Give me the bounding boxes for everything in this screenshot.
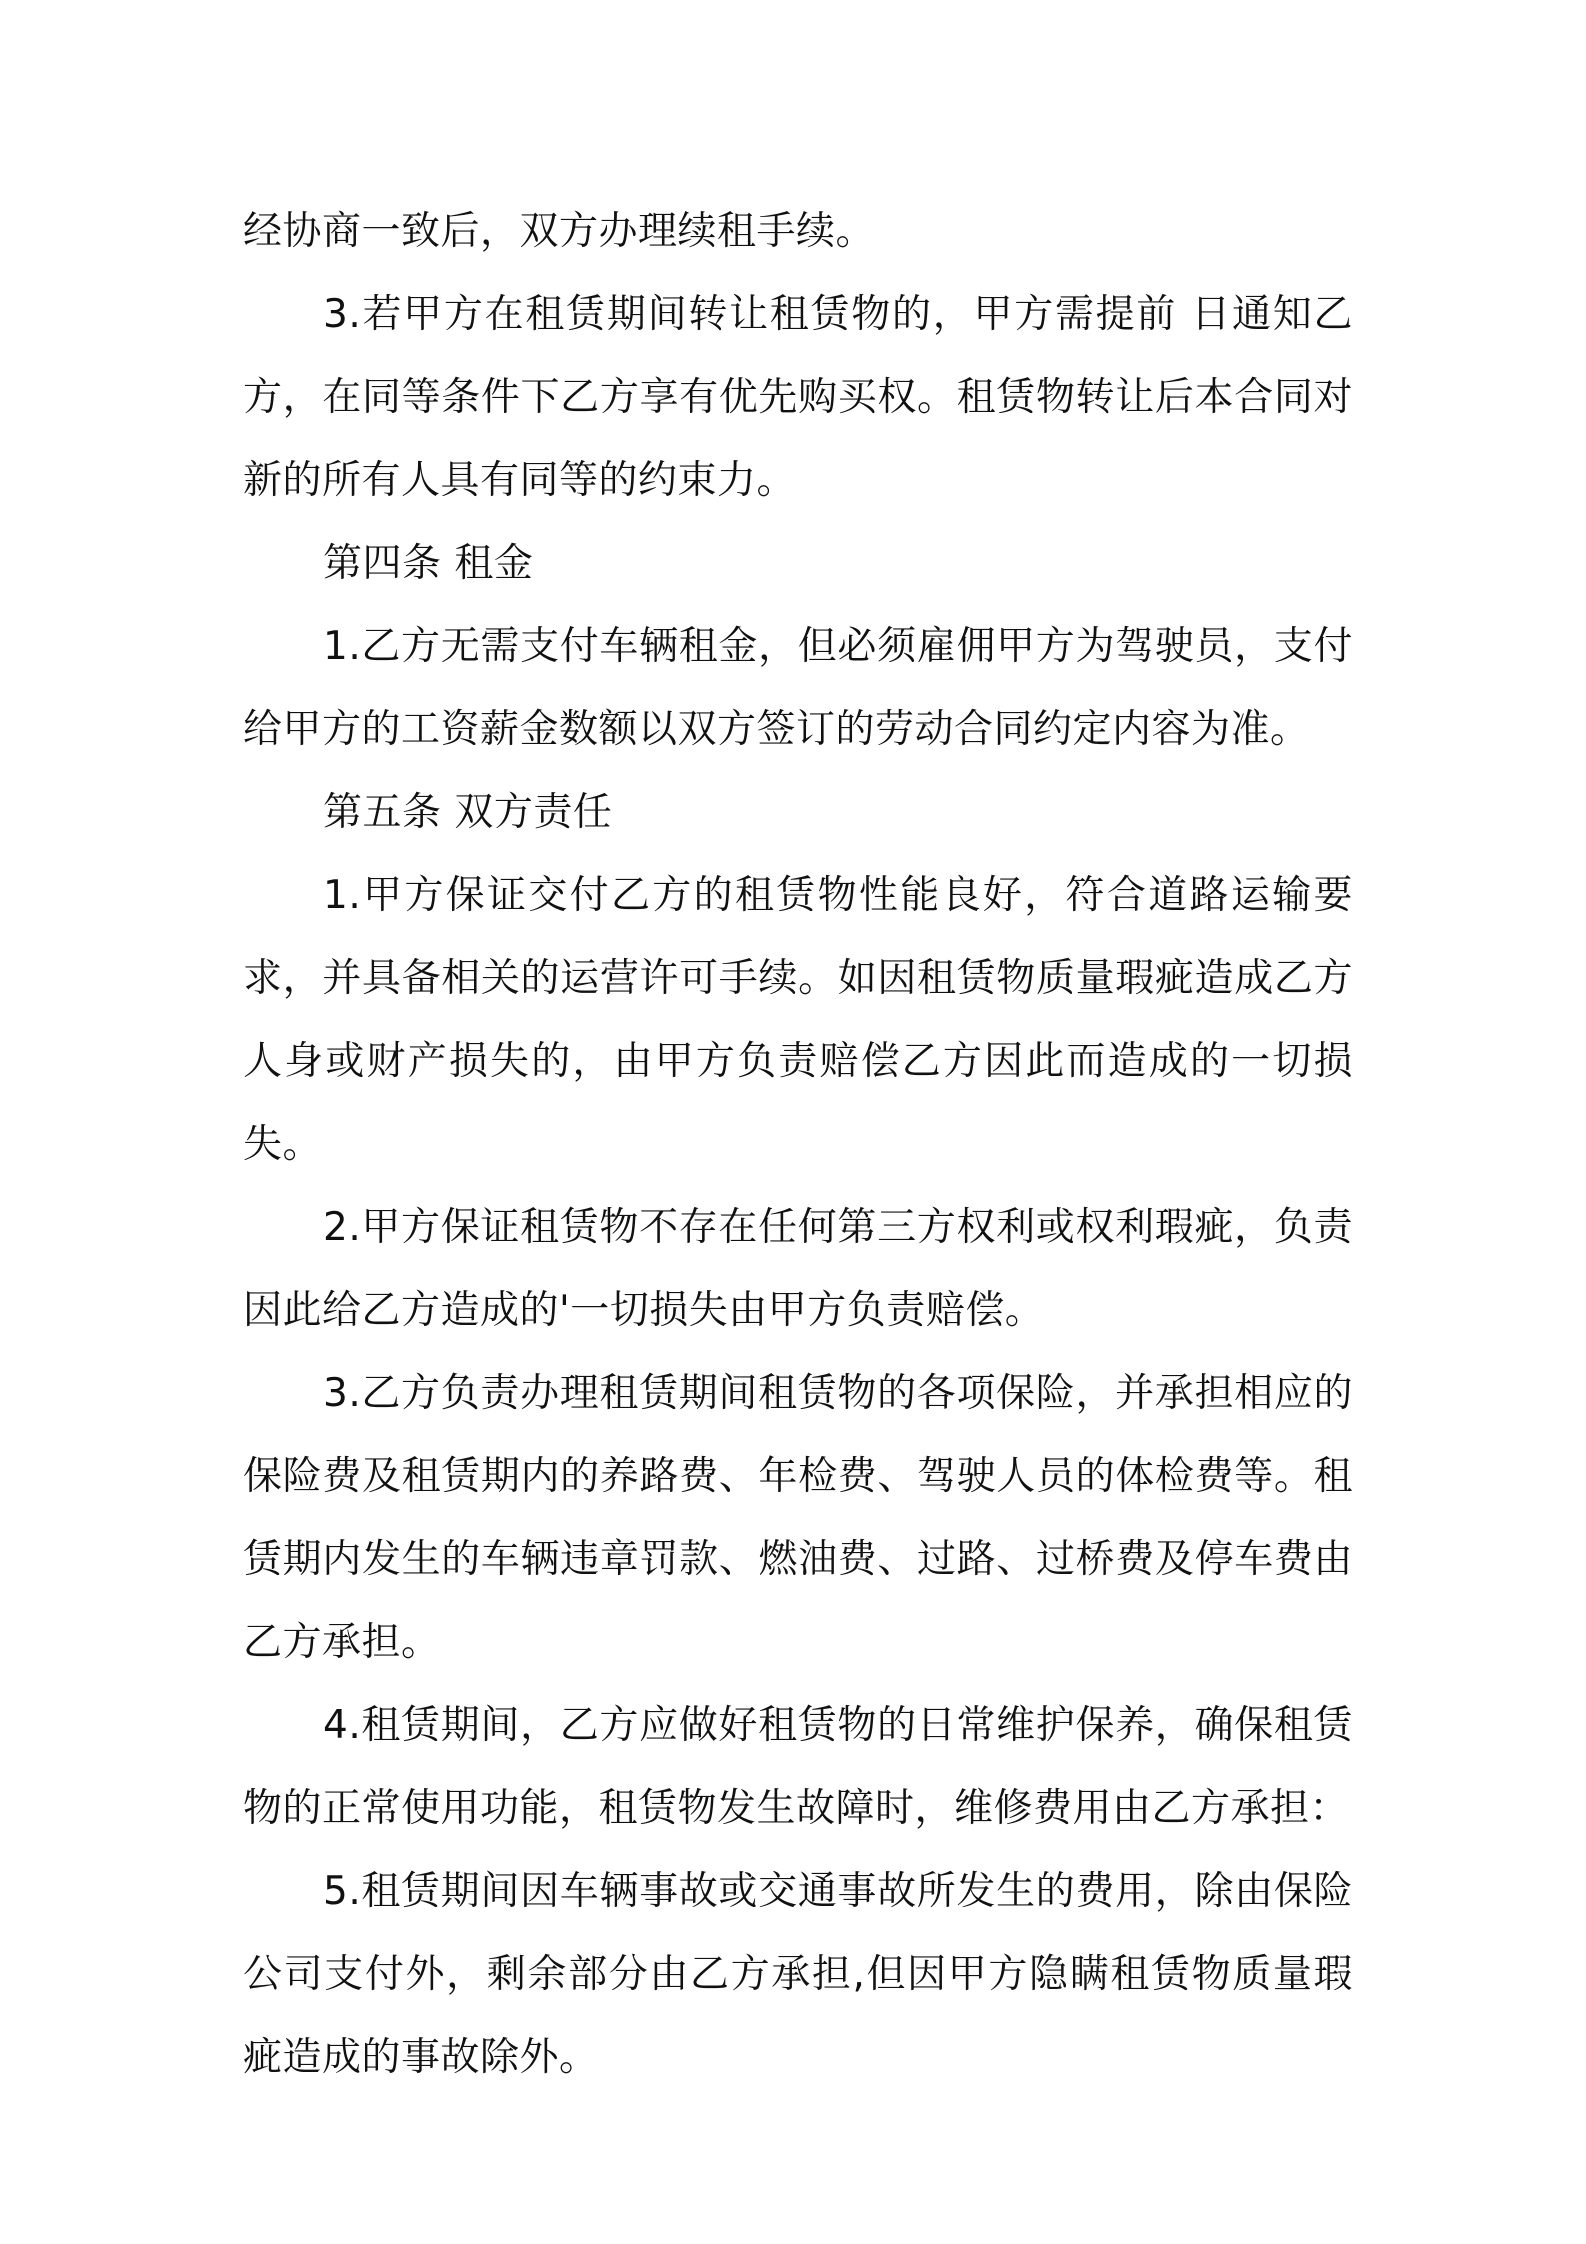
paragraph-responsibility-1: 1.甲方保证交付乙方的租赁物性能良好，符合道路运输要求，并具备相关的运营许可手续。如因租赁物质量瑕疵造成乙方人身或财产损失的，由甲方负责赔偿乙方因此而造成的一切损失。 [243, 873, 1353, 1167]
paragraph-responsibility-2: 2.甲方保证租赁物不存在任何第三方权利或权利瑕疵，负责因此给乙方造成的'一切损失由甲方负责赔偿。 [243, 1205, 1353, 1333]
paragraph-responsibility-4: 4.租赁期间，乙方应做好租赁物的日常维护保养，确保租赁物的正常使用功能，租赁物发生故障时，维修费用由乙方承担： [243, 1703, 1353, 1831]
section-heading-responsibilities: 第五条 双方责任 [323, 790, 613, 835]
paragraph-rent-clause: 1.乙方无需支付车辆租金，但必须雇佣甲方为驾驶员，支付给甲方的工资薪金数额以双方签订的劳动合同约定内容为准。 [243, 624, 1353, 752]
paragraph-responsibility-5: 5.租赁期间因车辆事故或交通事故所发生的费用，除由保险公司支付外，剩余部分由乙方承担,但因甲方隐瞒租赁物质量瑕疵造成的事故除外。 [243, 1869, 1353, 2080]
section-heading-rent: 第四条 租金 [323, 541, 534, 586]
document-page [243, 190, 1353, 2099]
paragraph-responsibility-3: 3.乙方负责办理租赁期间租赁物的各项保险，并承担相应的保险费及租赁期内的养路费、年检费、驾驶人员的体检费等。租赁期内发生的车辆违章罚款、燃油费、过路、过桥费及停车费由乙方承担。 [243, 1371, 1353, 1665]
paragraph-transfer-clause: 3.若甲方在租赁期间转让租赁物的，甲方需提前 日通知乙方，在同等条件下乙方享有优先购买权。租赁物转让后本合同对新的所有人具有同等的约束力。 [243, 292, 1353, 503]
paragraph-renewal: 经协商一致后，双方办理续租手续。 [243, 209, 876, 254]
